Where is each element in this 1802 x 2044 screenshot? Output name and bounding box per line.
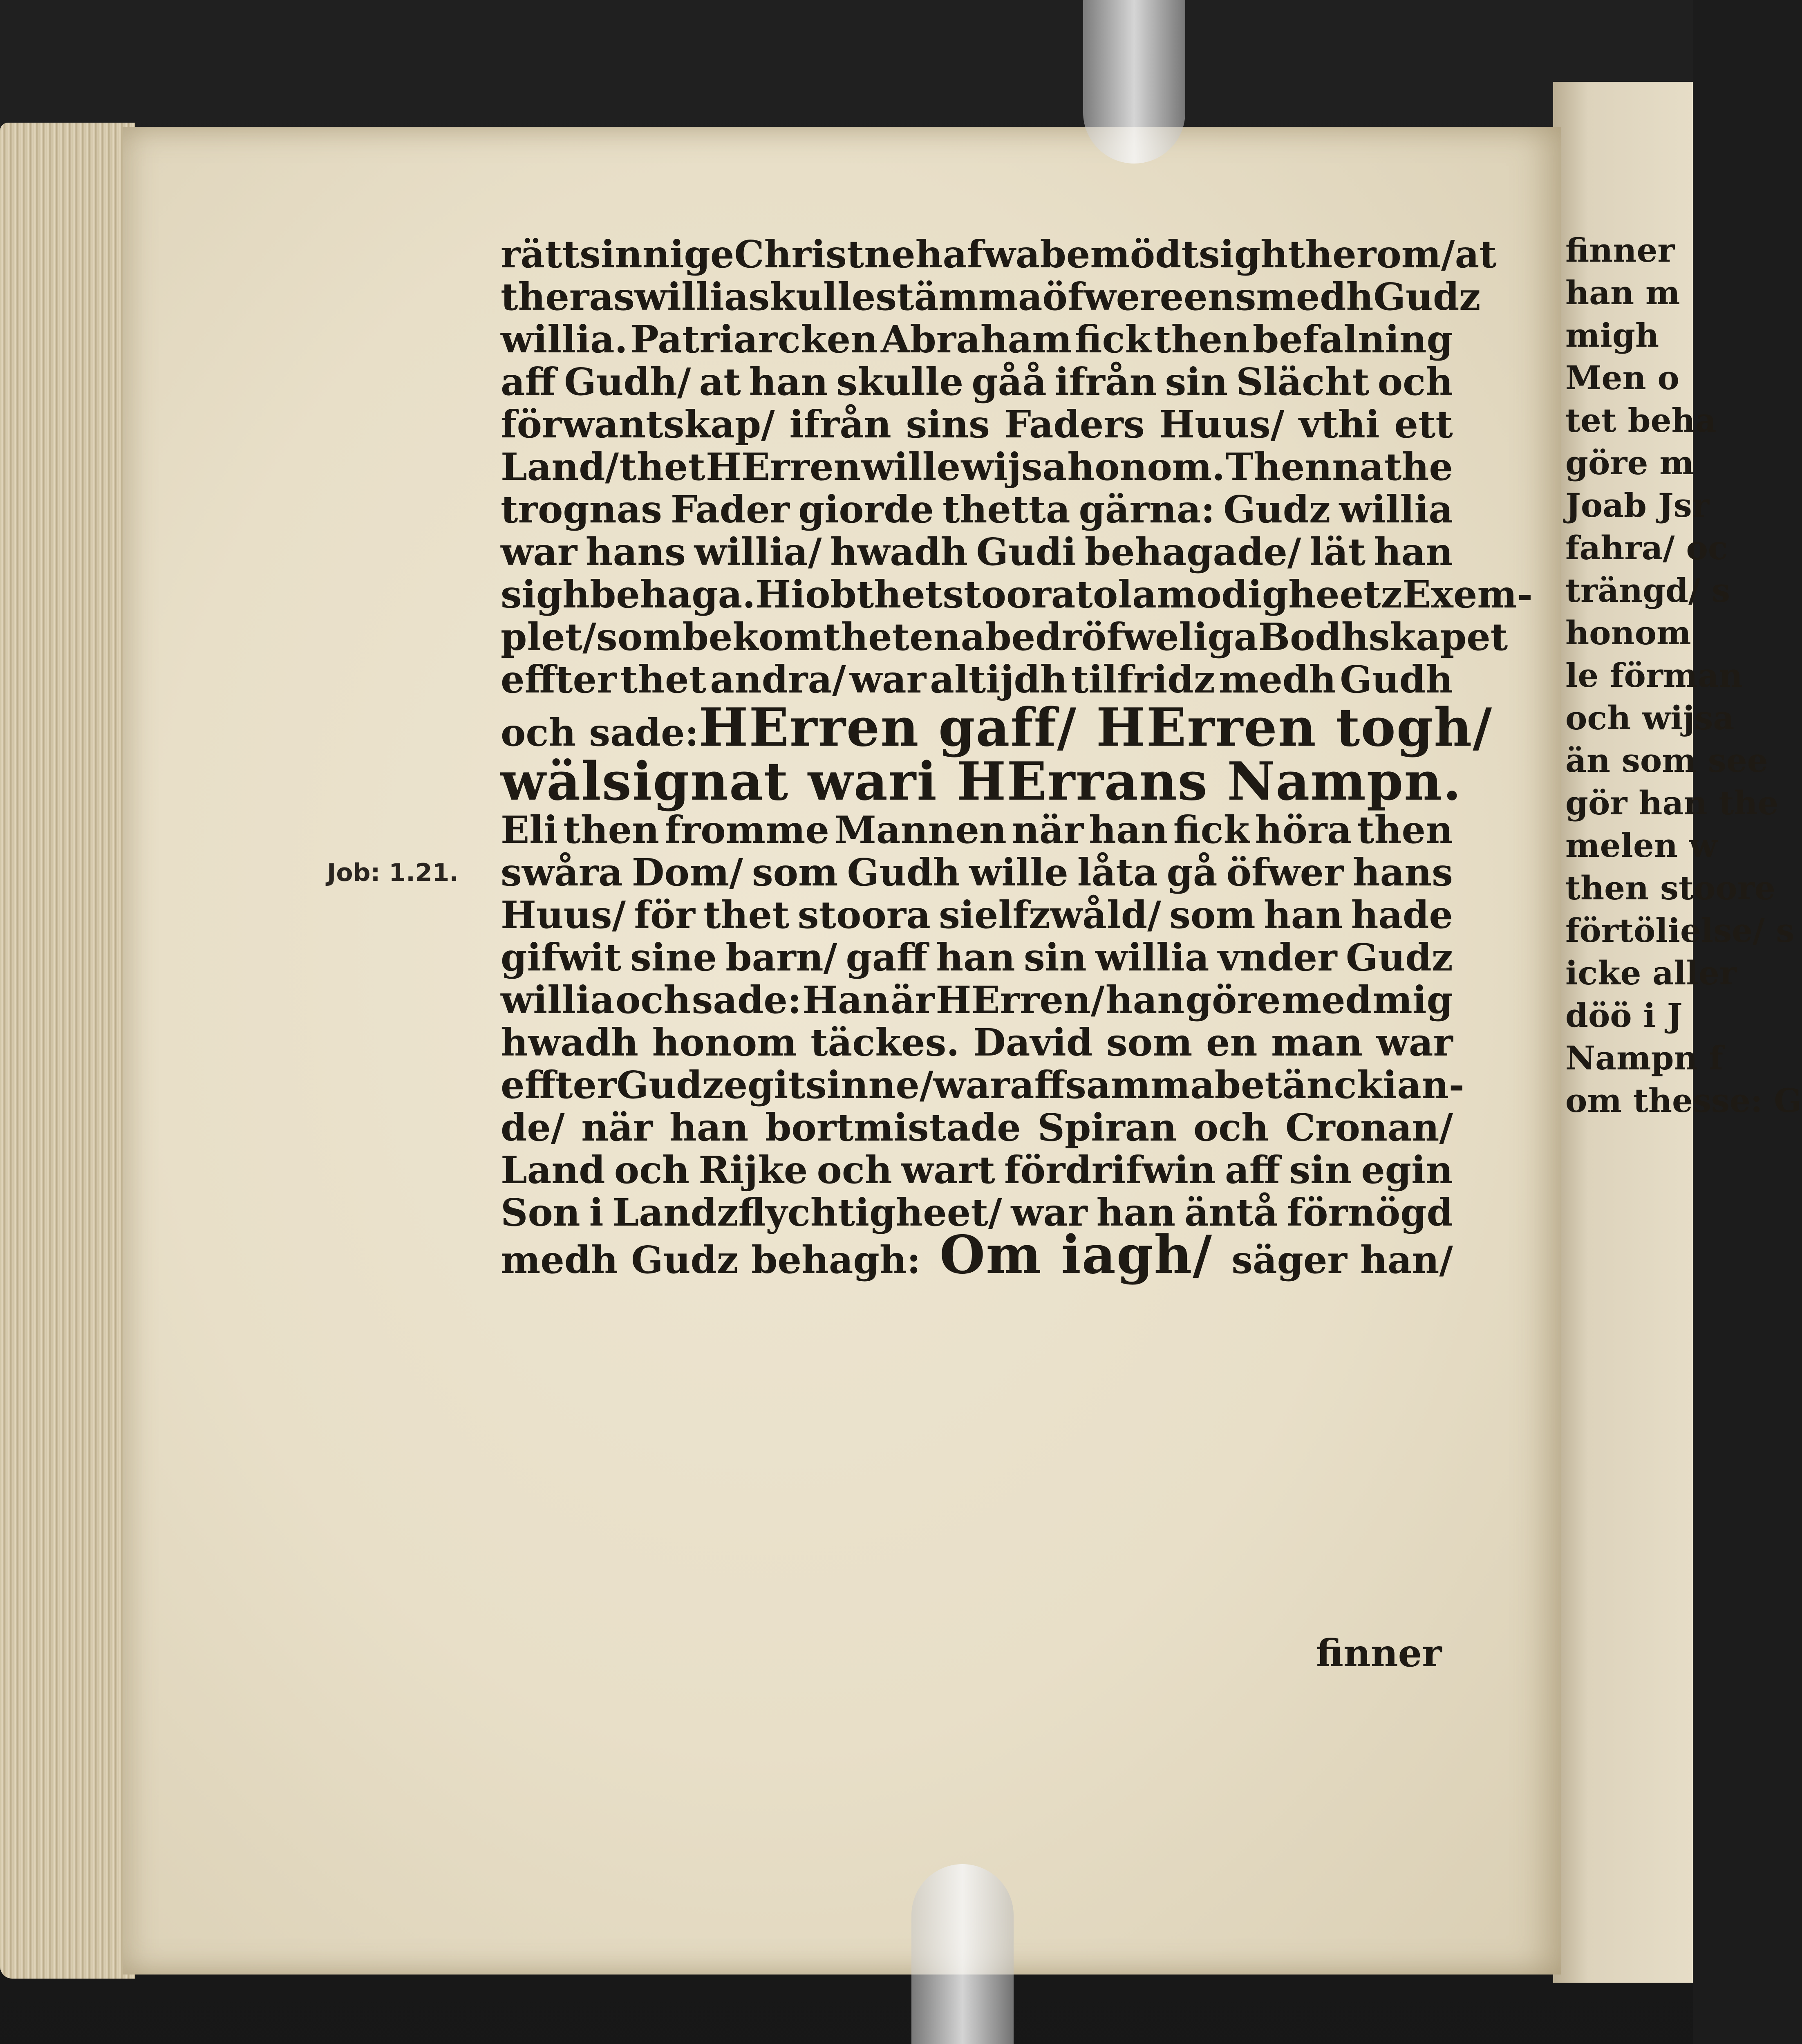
- word: fick: [1074, 317, 1151, 361]
- word: Gudi: [976, 530, 1077, 574]
- word: han: [1089, 808, 1168, 852]
- word: war: [933, 1063, 1010, 1107]
- text-line: [501, 446, 1453, 488]
- word: gaff: [846, 935, 927, 979]
- word: Gudh: [1340, 657, 1453, 702]
- word: at: [699, 360, 741, 404]
- word: lät: [1310, 530, 1366, 574]
- word: täckes.: [810, 1020, 960, 1065]
- text-line: [501, 488, 1453, 531]
- word: han: [1374, 530, 1453, 574]
- word: wijsa: [961, 445, 1067, 489]
- text-segment: säger han/: [1231, 1238, 1453, 1282]
- word: hade: [1351, 893, 1453, 937]
- word: Rijke: [698, 1148, 808, 1192]
- facing-page-line: om thesse: G: [1565, 1081, 1802, 1120]
- word: andra/: [710, 657, 846, 702]
- text-line: [501, 894, 1453, 936]
- text-segment: och sade:: [501, 710, 699, 755]
- word: Christne: [734, 232, 916, 276]
- word: han: [749, 360, 828, 404]
- word: hwadh: [830, 530, 968, 574]
- word: tilfridz: [1071, 657, 1215, 702]
- word: sin: [1023, 935, 1087, 979]
- word: medh: [1219, 657, 1336, 702]
- word: och: [1377, 360, 1453, 404]
- word: bedröfweliga: [985, 615, 1258, 659]
- word: wart: [901, 1148, 995, 1192]
- facing-page-line: förtölielse/ s: [1565, 911, 1795, 950]
- word: Bodhskapet: [1258, 615, 1508, 659]
- word: sins: [906, 402, 990, 446]
- word: sinne/: [805, 1063, 933, 1107]
- word: han: [1263, 893, 1343, 937]
- word: barn/: [725, 935, 837, 979]
- facing-page-text: [1565, 229, 1802, 1122]
- word: Gudz: [1223, 487, 1331, 531]
- facing-page-line: then stoore: [1565, 869, 1775, 907]
- word: wille: [861, 445, 961, 489]
- word: låta: [1077, 850, 1158, 894]
- facing-page-line: honom: [1565, 614, 1691, 652]
- word: gärna:: [1079, 487, 1215, 531]
- word: betänckian-: [1214, 1063, 1464, 1107]
- text-line: [501, 572, 1533, 616]
- text-line: [501, 361, 1453, 403]
- word: Gudh: [847, 850, 960, 894]
- word: effter: [501, 657, 617, 702]
- text-segment: medh Gudz behagh:: [501, 1238, 921, 1282]
- main-text-block: [501, 232, 1533, 1286]
- text-line: [501, 851, 1453, 894]
- text-line: [501, 658, 1453, 701]
- word: plet/: [501, 615, 596, 659]
- word: bortmistade: [765, 1105, 1021, 1150]
- facing-page-line: fahra/ oc: [1565, 529, 1728, 567]
- margin-note: Job: 1.21.: [327, 858, 459, 887]
- catchword: finner: [1316, 1631, 1442, 1675]
- word: thetta: [942, 487, 1070, 531]
- word: Thenna: [1225, 445, 1384, 489]
- word: then: [1357, 808, 1453, 852]
- facing-page-line: än som see: [1565, 741, 1768, 780]
- facing-page-line: icke aller: [1565, 954, 1737, 992]
- word: vthi: [1298, 402, 1380, 446]
- text-line: [501, 232, 1497, 276]
- word: han: [1096, 1190, 1176, 1235]
- left-page-edges: [0, 123, 135, 1979]
- word: för: [634, 893, 695, 937]
- word: tolamodigheetz: [1075, 572, 1402, 616]
- word: Eli: [501, 808, 558, 852]
- text-line: [501, 751, 1462, 812]
- word: war: [1011, 1190, 1088, 1235]
- word: i: [589, 1190, 604, 1235]
- word: hans: [1352, 850, 1453, 894]
- word: thet: [823, 615, 910, 659]
- word: thet: [619, 445, 705, 489]
- word: Gudz: [616, 1063, 724, 1107]
- word: förnögd: [1287, 1190, 1453, 1235]
- word: mig: [1372, 978, 1453, 1022]
- word: han: [669, 1105, 749, 1150]
- word: vnder: [1218, 935, 1337, 979]
- facing-page-line: tet beha: [1565, 401, 1717, 439]
- emphasized-text: wälsignat wari HErrans Nampn.: [501, 751, 1462, 812]
- text-line: [501, 531, 1453, 573]
- word: Slächt: [1236, 360, 1370, 404]
- word: gifwit: [501, 935, 622, 979]
- word: Fader: [670, 487, 790, 531]
- word: wille: [969, 850, 1068, 894]
- word: med: [1281, 978, 1372, 1022]
- word: sine: [630, 935, 717, 979]
- facing-page-line: trängd/ s: [1565, 571, 1730, 610]
- word: och: [817, 1148, 892, 1192]
- word: swåra: [501, 850, 623, 894]
- word: egit: [723, 1063, 806, 1107]
- word: HErren/: [936, 978, 1105, 1022]
- word: man: [1271, 1020, 1363, 1065]
- word: som: [752, 850, 838, 894]
- word: gå: [1166, 850, 1218, 894]
- word: altijdh: [930, 657, 1068, 702]
- word: de/: [501, 1105, 565, 1150]
- word: willia: [1095, 935, 1209, 979]
- word: göre: [1185, 978, 1281, 1022]
- text-line: [501, 1106, 1453, 1149]
- word: skulle: [836, 360, 964, 404]
- word: medh: [1256, 275, 1374, 319]
- word: David: [973, 1020, 1093, 1065]
- word: hwadh: [501, 1020, 638, 1065]
- word: Huus/: [1159, 402, 1285, 446]
- word: ther: [1287, 232, 1377, 276]
- word: the: [1384, 445, 1453, 489]
- word: befalning: [1252, 317, 1453, 361]
- facing-page-line: Nampn f: [1565, 1039, 1723, 1077]
- word: höra: [1255, 808, 1352, 852]
- word: Mannen: [835, 808, 1007, 852]
- word: honom: [652, 1020, 797, 1065]
- facing-page-line: melen w: [1565, 826, 1717, 865]
- word: Landzflychtigheet/: [612, 1190, 1002, 1235]
- word: then: [1154, 317, 1250, 361]
- word: honom.: [1067, 445, 1225, 489]
- facing-page-line: Joab Jsr: [1565, 486, 1709, 524]
- facing-page-line: göre m: [1565, 444, 1694, 482]
- word: sin: [1165, 360, 1228, 404]
- word: Gudz: [1345, 935, 1453, 979]
- text-line: [501, 1149, 1453, 1191]
- text-line: [501, 1021, 1453, 1064]
- text-line: [501, 403, 1453, 446]
- word: willia.: [501, 317, 628, 361]
- text-line: [501, 809, 1453, 851]
- word: ett: [1394, 402, 1453, 446]
- word: Land/: [501, 445, 619, 489]
- word: thet: [856, 572, 943, 616]
- facing-page-line: och wijsa: [1565, 699, 1735, 737]
- word: öfwereens: [1042, 275, 1256, 319]
- word: som: [1106, 1020, 1193, 1065]
- emphasized-text: Om iagh/: [939, 1224, 1213, 1286]
- word: aff: [1010, 1063, 1065, 1107]
- word: stoora: [942, 572, 1076, 616]
- word: när: [1012, 808, 1083, 852]
- word: HErren: [705, 445, 861, 489]
- word: och: [615, 978, 691, 1022]
- word: war: [849, 657, 927, 702]
- word: sin: [1289, 1148, 1352, 1192]
- facing-page-line: migh: [1565, 316, 1659, 354]
- word: fördrifwin: [1004, 1148, 1216, 1192]
- word: sigh: [1198, 232, 1288, 276]
- word: thet: [703, 893, 790, 937]
- word: fick: [1173, 808, 1250, 852]
- word: öfwer: [1226, 850, 1344, 894]
- word: Exem-: [1402, 572, 1533, 616]
- word: Han: [802, 978, 890, 1022]
- word: Patriarcken: [630, 317, 878, 361]
- word: sielfzwåld/: [939, 893, 1161, 937]
- word: war: [1376, 1020, 1453, 1065]
- facing-page-line: gör han the: [1565, 784, 1779, 822]
- word: Faders: [1004, 402, 1145, 446]
- facing-page-line: han m: [1565, 273, 1680, 312]
- word: thet: [620, 657, 707, 702]
- text-line: [501, 697, 1493, 758]
- word: och: [1193, 1105, 1269, 1150]
- word: behagade/: [1084, 530, 1301, 574]
- word: then: [563, 808, 660, 852]
- word: aff: [1225, 1148, 1280, 1192]
- word: behaga.: [589, 572, 756, 616]
- word: han: [1105, 978, 1185, 1022]
- word: stoora: [797, 893, 931, 937]
- word: Huus/: [501, 893, 626, 937]
- word: effter: [501, 1063, 617, 1107]
- text-line: [501, 936, 1453, 979]
- page-clip-bottom: [911, 1864, 1014, 2044]
- word: war: [501, 530, 578, 574]
- word: sade:: [692, 978, 801, 1022]
- word: willia: [1339, 487, 1453, 531]
- word: Spiran: [1037, 1105, 1177, 1150]
- text-line: [501, 275, 1481, 319]
- word: bekom: [682, 615, 824, 659]
- word: Land: [501, 1148, 605, 1192]
- word: fromme: [665, 808, 829, 852]
- word: om/: [1376, 232, 1455, 276]
- word: theras: [501, 275, 635, 319]
- word: ifrån: [789, 402, 891, 446]
- word: willia: [501, 978, 615, 1022]
- word: willia: [634, 275, 749, 319]
- word: giorde: [798, 487, 934, 531]
- word: ifrån: [1054, 360, 1157, 404]
- text-line: [501, 1063, 1464, 1107]
- word: är: [891, 978, 935, 1022]
- word: när: [581, 1105, 653, 1150]
- word: förwantskap/: [501, 402, 775, 446]
- word: Dom/: [631, 850, 743, 894]
- word: äntå: [1184, 1190, 1278, 1235]
- facing-page-line: finner: [1565, 231, 1675, 269]
- word: och: [614, 1148, 690, 1192]
- word: stämma: [875, 275, 1043, 319]
- word: hafwa: [915, 232, 1040, 276]
- word: at: [1455, 232, 1497, 276]
- word: bemödt: [1040, 232, 1199, 276]
- text-line: [501, 318, 1453, 361]
- word: som: [1169, 893, 1256, 937]
- facing-page-line: le förman: [1565, 656, 1743, 695]
- facing-page-line: Men o: [1565, 359, 1679, 397]
- word: ena: [909, 615, 985, 659]
- word: Son: [501, 1190, 580, 1235]
- word: rättsinnige: [501, 232, 734, 276]
- word: samma: [1065, 1063, 1215, 1107]
- word: han: [936, 935, 1015, 979]
- word: Cronan/: [1285, 1105, 1453, 1150]
- word: willia/: [694, 530, 822, 574]
- word: skulle: [748, 275, 876, 319]
- word: Gudh/: [564, 360, 691, 404]
- text-line: [501, 1224, 1453, 1286]
- text-line: [501, 615, 1508, 659]
- text-line: [501, 979, 1453, 1021]
- page-clip-top: [1083, 0, 1185, 164]
- facing-page-line: döö i J: [1565, 996, 1683, 1035]
- word: Hiob: [755, 572, 857, 616]
- word: hans: [585, 530, 686, 574]
- word: gåå: [972, 360, 1047, 404]
- word: trognas: [501, 487, 662, 531]
- word: aff: [501, 360, 556, 404]
- word: Gudz: [1373, 275, 1481, 319]
- word: en: [1206, 1020, 1258, 1065]
- word: sigh: [501, 572, 590, 616]
- word: egin: [1361, 1148, 1453, 1192]
- emphasized-text: HErren gaff/ HErren togh/: [698, 697, 1493, 758]
- word: Abraham: [881, 317, 1072, 361]
- word: som: [596, 615, 683, 659]
